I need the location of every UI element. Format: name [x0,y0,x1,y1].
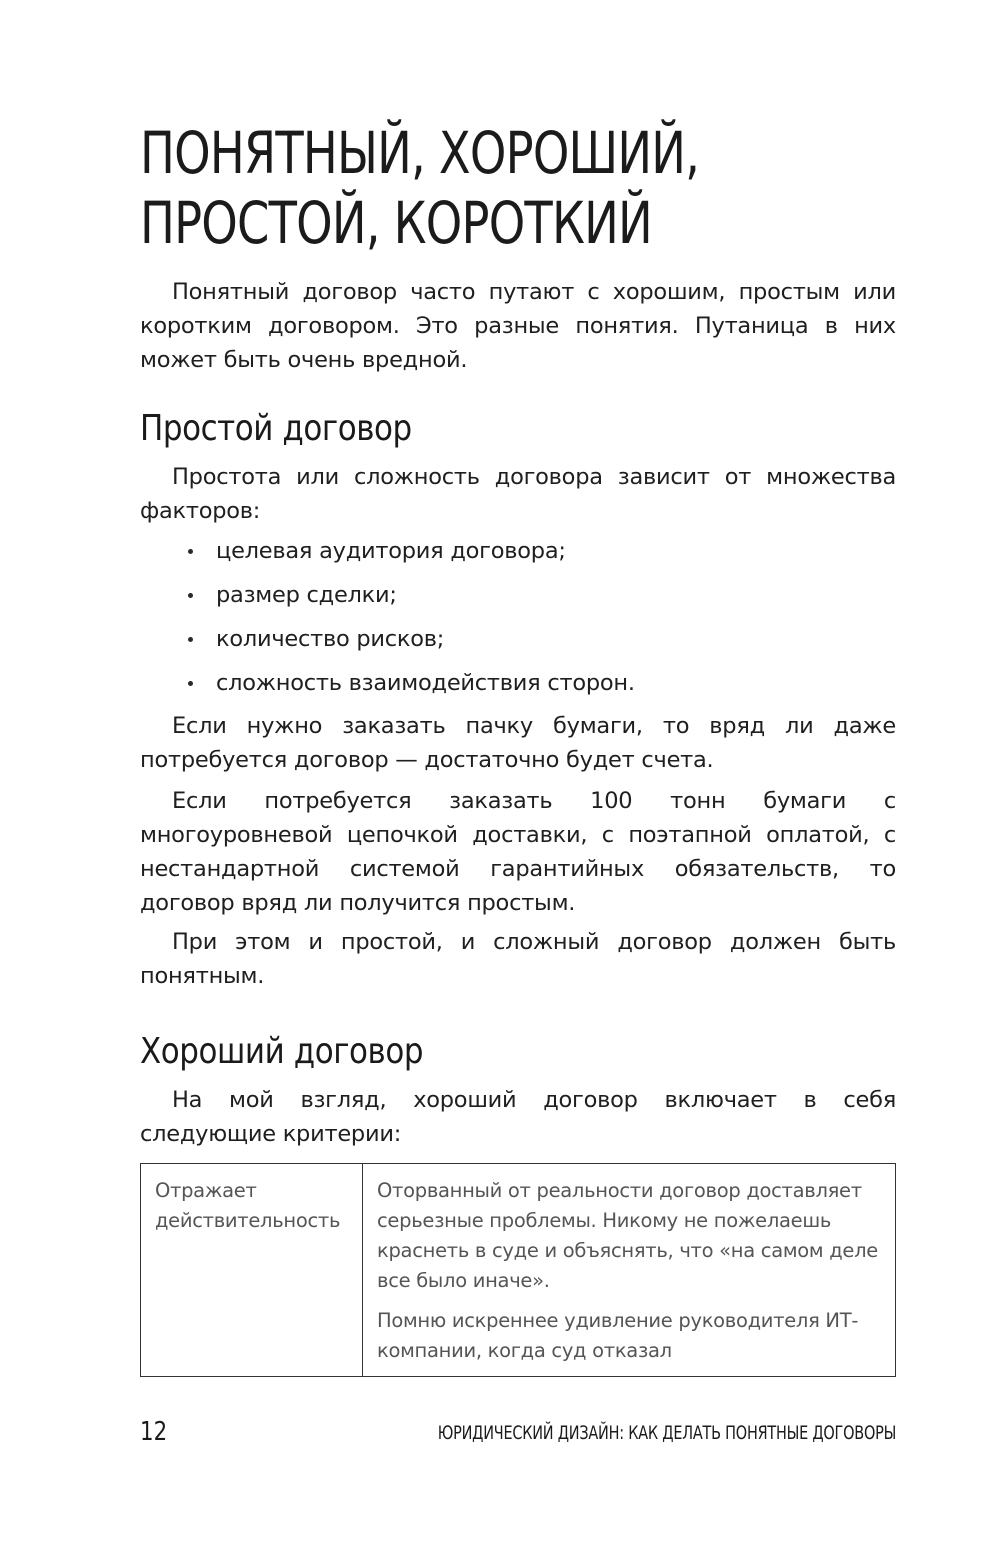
simple-paragraph-2: Если потребуется заказать 100 тонн бумаги с многоуровневой цепочкой доставки, с поэтапной оплатой, с нестандартной системой гарантийных обязательств, то договор вряд ли получится простым. [140,788,896,916]
page-footer [140,1414,896,1454]
good-lead-block [140,1083,896,1151]
list-item-text: сложность взаимодействия сторон. [216,670,635,696]
criterion-text: Отражает действительность [155,1179,341,1232]
bullet-dot-icon [188,637,193,642]
factors-list [182,534,635,710]
list-item [182,578,635,622]
simple-lead-paragraph: Простота или сложность договора зависит от множества факторов: [140,464,896,524]
chapter-title-line-1: ПОНЯТНЫЙ, ХОРОШИЙ, [140,119,700,187]
good-lead-paragraph: На мой взгляд, хороший договор включает в себя следующие критерии: [140,1087,896,1147]
chapter-title-line-2: ПРОСТОЙ, КОРОТКИЙ [140,189,652,257]
simple-paragraph-3: При этом и простой, и сложный договор должен быть понятным. [140,929,896,989]
list-item [182,622,635,666]
bullet-dot-icon [188,549,193,554]
bullet-dot-icon [188,593,193,598]
list-item-text: размер сделки; [216,582,397,608]
simple-paragraph-3-block [140,925,896,993]
list-item-text: количество рисков; [216,626,445,652]
chapter-title [140,118,748,258]
simple-paragraph-1-block [140,709,896,777]
list-item-text: целевая аудитория договора; [216,538,566,564]
page-number: 12 [140,1417,168,1447]
list-item [182,534,635,578]
bullet-dot-icon [188,681,193,686]
section-heading-simple: Простой договор [140,408,412,449]
criteria-table [140,1163,896,1377]
simple-lead-block [140,460,896,528]
simple-paragraph-2-block [140,784,896,920]
description-paragraph: Оторванный от реальности договор доставляет серьезные проблемы. Никому не пожелаешь краснеть в суде и объяснять, что «на самом деле все было иначе». [377,1179,878,1292]
list-item [182,666,635,710]
description-cell [363,1164,896,1377]
intro-block [140,275,896,377]
intro-paragraph: Понятный договор часто путают с хорошим, простым или коротким договором. Это разные понятия. Путаница в них может быть очень вредной. [140,279,896,373]
section-heading-good: Хороший договор [140,1031,424,1072]
simple-paragraph-1: Если нужно заказать пачку бумаги, то вряд ли даже потребуется договор — достаточно будет счета. [140,713,896,773]
table-row [141,1164,896,1377]
running-head: ЮРИДИЧЕСКИЙ ДИЗАЙН: КАК ДЕЛАТЬ ПОНЯТНЫЕ ДОГОВОРЫ [437,1422,896,1444]
description-paragraph: Помню искреннее удивление руководителя ИТ-компании, когда суд отказал [377,1309,859,1362]
criterion-cell [141,1164,363,1377]
